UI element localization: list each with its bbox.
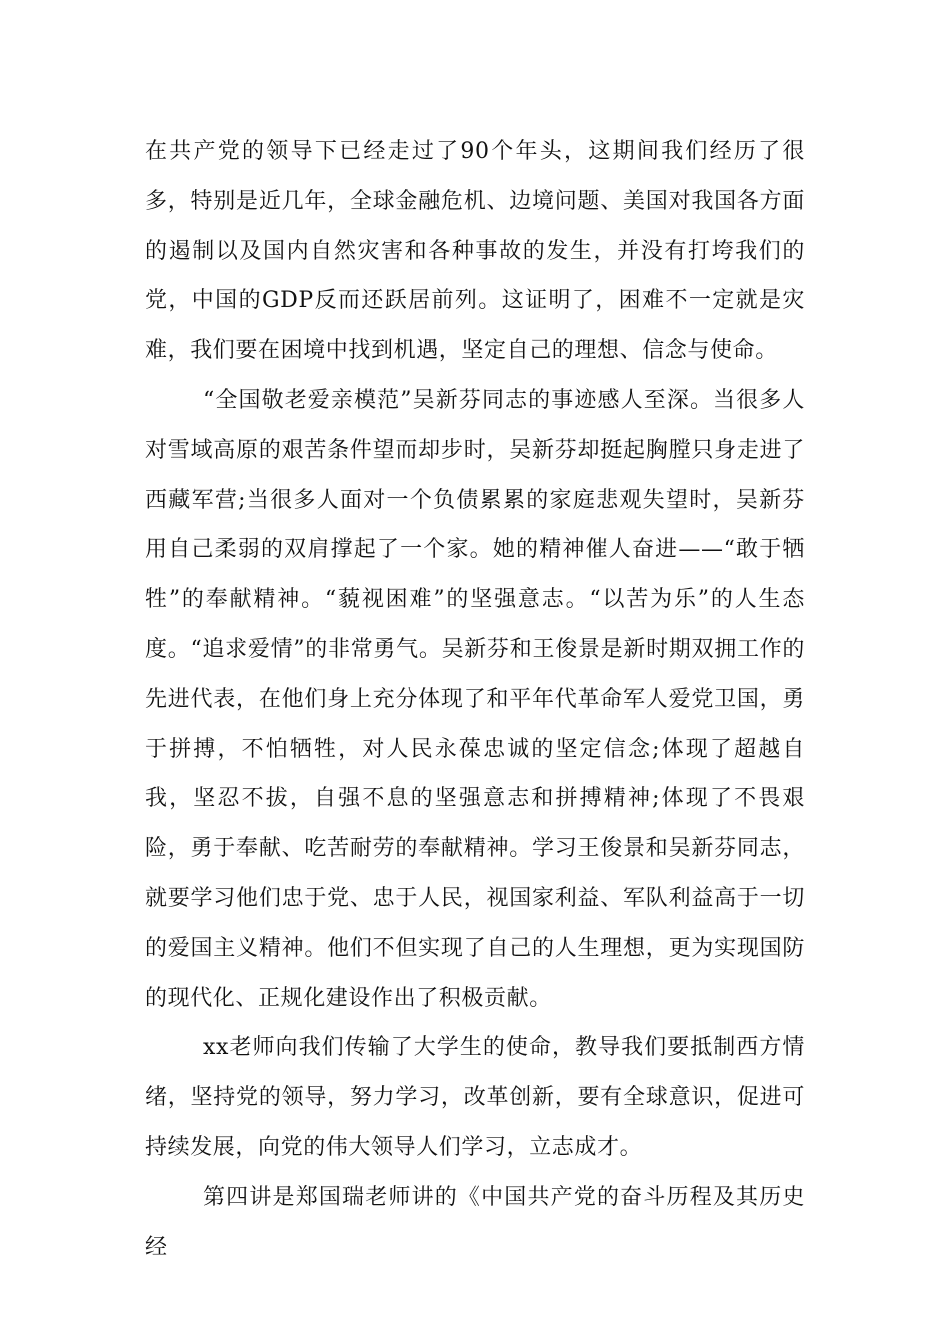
paragraph-1: 在共产党的领导下已经走过了90个年头，这期间我们经历了很多，特别是近几年，全球金融危机、边境问题、美国对我国各方面的遏制以及国内自然灾害和各种事故的发生，并没有打垮我们的党，中国的GDP反而还跃居前列。这证明了，困难不一定就是灾难，我们要在困境中找到机遇，坚定自己的理想、信念与使命。 [145, 139, 805, 364]
paragraph-2: “全国敬老爱亲模范”吴新芬同志的事迹感人至深。当很多人对雪域高原的艰苦条件望而却步时，吴新芬却挺起胸膛只身走进了西藏军营;当很多人面对一个负债累累的家庭悲观失望时，吴新芬用自己柔弱的双肩撑起了一个家。她的精神催人奋进——“敢于牺牲”的奉献精神。“藐视困难”的坚强意志。“以苦为乐”的人生态度。“追求爱情”的非常勇气。吴新芬和王俊景是新时期双拥工作的先进代表，在他们身上充分体现了和平年代革命军人爱党卫国，勇于拼搏，不怕牺牲，对人民永葆忠诚的坚定信念;体现了超越自我，坚忍不拔，自强不息的坚强意志和拼搏精神;体现了不畏艰险，勇于奉献、吃苦耐劳的奉献精神。学习王俊景和吴新芬同志，就要学习他们忠于党、忠于人民，视国家利益、军队利益高于一切的爱国主义精神。他们不但实现了自己的人生理想，更为实现国防的现代化、正规化建设作出了积极贡献。 [145, 387, 805, 1011]
paragraph-3: xx老师向我们传输了大学生的使命，教导我们要抵制西方情绪，坚持党的领导，努力学习，改革创新，要有全球意识，促进可持续发展，向党的伟大领导人们学习，立志成才。 [145, 1035, 805, 1160]
paragraph-4: 第四讲是郑国瑞老师讲的《中国共产党的奋斗历程及其历史经 [145, 1184, 805, 1260]
document-body [145, 127, 805, 1272]
